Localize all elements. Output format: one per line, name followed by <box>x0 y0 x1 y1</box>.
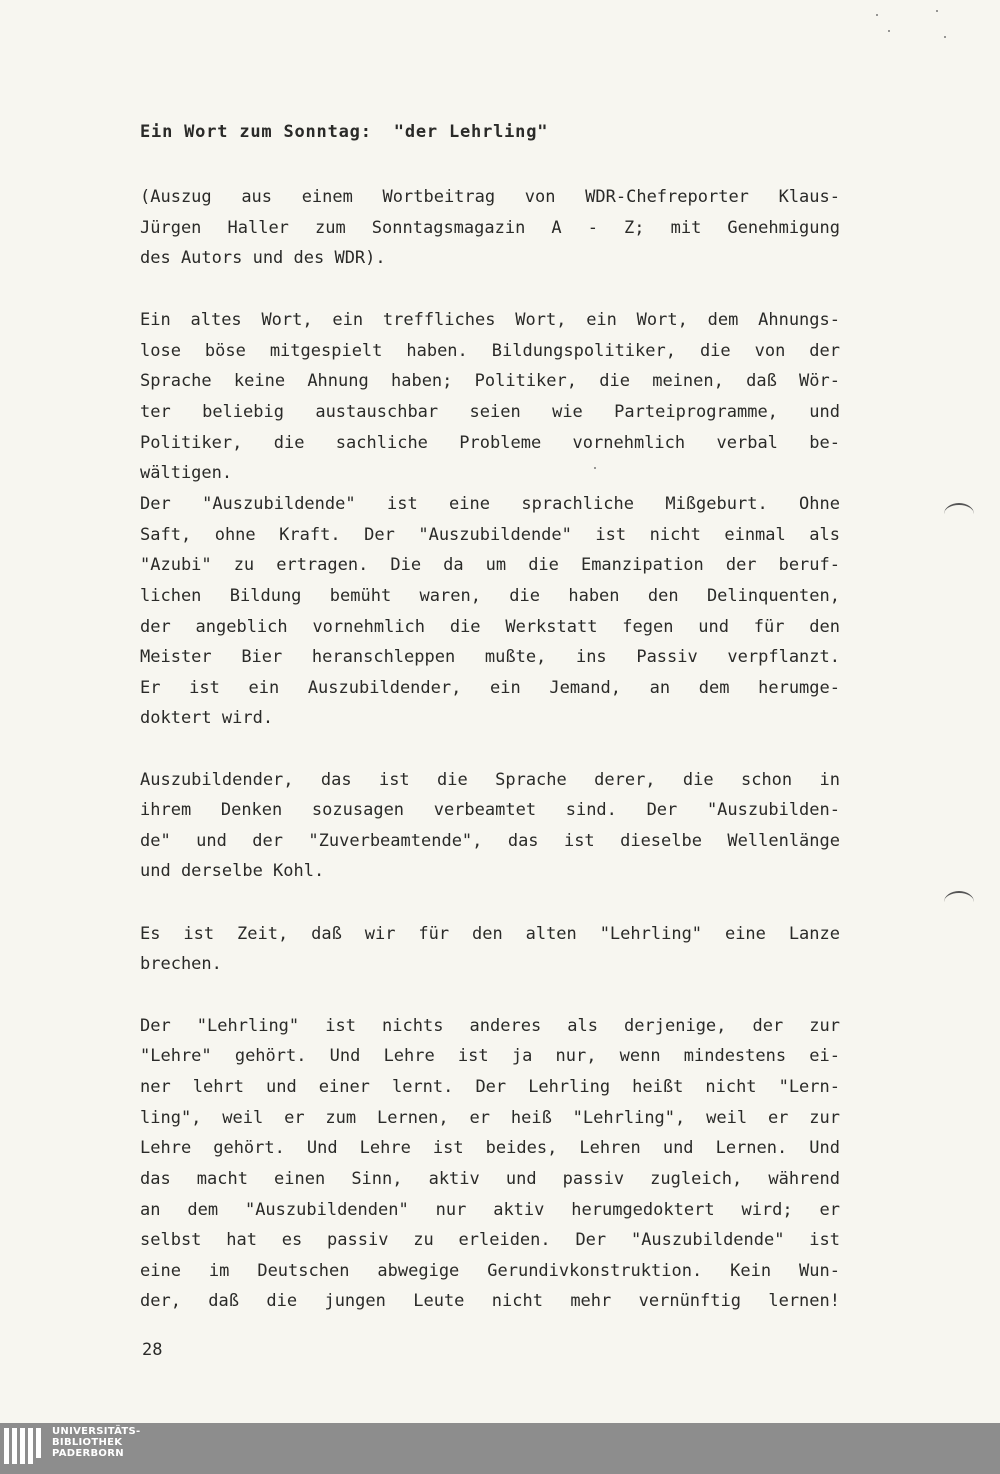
text-line: ter beliebig austauschbar seien wie Parteiprogramme, und <box>140 402 840 422</box>
text-line: Er ist ein Auszubildender, ein Jemand, an dem herumge- <box>140 678 840 698</box>
paper-speck <box>888 30 890 32</box>
text-line: Saft, ohne Kraft. Der "Auszubildende" ist nicht einmal als <box>140 525 840 545</box>
library-footer-bar <box>0 1423 1000 1474</box>
text-line: des Autors und des WDR). <box>140 248 386 268</box>
paper-speck <box>876 14 878 16</box>
text-line: Ein altes Wort, ein treffliches Wort, ein Wort, dem Ahnungs- <box>140 310 840 330</box>
library-logo-icon <box>4 1428 48 1470</box>
document-title: Ein Wort zum Sonntag: "der Lehrling" <box>140 122 549 142</box>
text-line: Der "Auszubildende" ist eine sprachliche Mißgeburt. Ohne <box>140 494 840 514</box>
paper-speck <box>944 36 946 38</box>
text-line: lichen Bildung bemüht waren, die haben den Delinquenten, <box>140 586 840 606</box>
text-line: "Azubi" zu ertragen. Die da um die Emanzipation der beruf- <box>140 555 840 575</box>
punch-hole-mark <box>944 503 974 525</box>
text-line: ling", weil er zum Lernen, er heiß "Lehrling", weil er zur <box>140 1108 840 1128</box>
punch-hole-mark <box>944 891 974 913</box>
paper-speck <box>594 467 596 469</box>
text-line: Politiker, die sachliche Probleme vornehmlich verbal be- <box>140 433 840 453</box>
paper-speck <box>936 10 938 12</box>
text-line: selbst hat es passiv zu erleiden. Der "Auszubildende" ist <box>140 1230 840 1250</box>
text-line: Es ist Zeit, daß wir für den alten "Lehrling" eine Lanze <box>140 924 840 944</box>
text-line: Jürgen Haller zum Sonntagsmagazin A - Z; mit Genehmigung <box>140 218 840 238</box>
text-line: de" und der "Zuverbeamtende", das ist dieselbe Wellenlänge <box>140 831 840 851</box>
text-line: ner lehrt und einer lernt. Der Lehrling heißt nicht "Lern- <box>140 1077 840 1097</box>
text-line: an dem "Auszubildenden" nur aktiv herumgedoktert wird; er <box>140 1200 840 1220</box>
text-line: wältigen. <box>140 463 233 483</box>
text-line: das macht einen Sinn, aktiv und passiv zugleich, während <box>140 1169 840 1189</box>
logo-line: BIBLIOTHEK <box>52 1437 123 1448</box>
text-line: (Auszug aus einem Wortbeitrag von WDR-Chefreporter Klaus- <box>140 187 840 207</box>
text-line: doktert wird. <box>140 708 274 728</box>
logo-line: PADERBORN <box>52 1448 124 1459</box>
library-logo-text <box>52 1426 141 1459</box>
text-line: der, daß die jungen Leute nicht mehr vernünftig lernen! <box>140 1291 840 1311</box>
text-line: eine im Deutschen abwegige Gerundivkonstruktion. Kein Wun- <box>140 1261 840 1281</box>
text-line: Lehre gehört. Und Lehre ist beides, Lehren und Lernen. Und <box>140 1138 840 1158</box>
text-line: Auszubildender, das ist die Sprache derer, die schon in <box>140 770 840 790</box>
text-line: Sprache keine Ahnung haben; Politiker, die meinen, daß Wör- <box>140 371 840 391</box>
text-line: und derselbe Kohl. <box>140 861 325 881</box>
text-line: "Lehre" gehört. Und Lehre ist ja nur, wenn mindestens ei- <box>140 1046 840 1066</box>
text-line: brechen. <box>140 954 222 974</box>
text-line: ihrem Denken sozusagen verbeamtet sind. Der "Auszubilden- <box>140 800 840 820</box>
text-line: der angeblich vornehmlich die Werkstatt fegen und für den <box>140 617 840 637</box>
text-line: Der "Lehrling" ist nichts anderes als derjenige, der zur <box>140 1016 840 1036</box>
logo-line: UNIVERSITÄTS- <box>52 1426 141 1437</box>
text-line: Meister Bier heranschleppen mußte, ins Passiv verpflanzt. <box>140 647 840 667</box>
text-line: lose böse mitgespielt haben. Bildungspolitiker, die von der <box>140 341 840 361</box>
page-number: 28 <box>142 1340 163 1360</box>
